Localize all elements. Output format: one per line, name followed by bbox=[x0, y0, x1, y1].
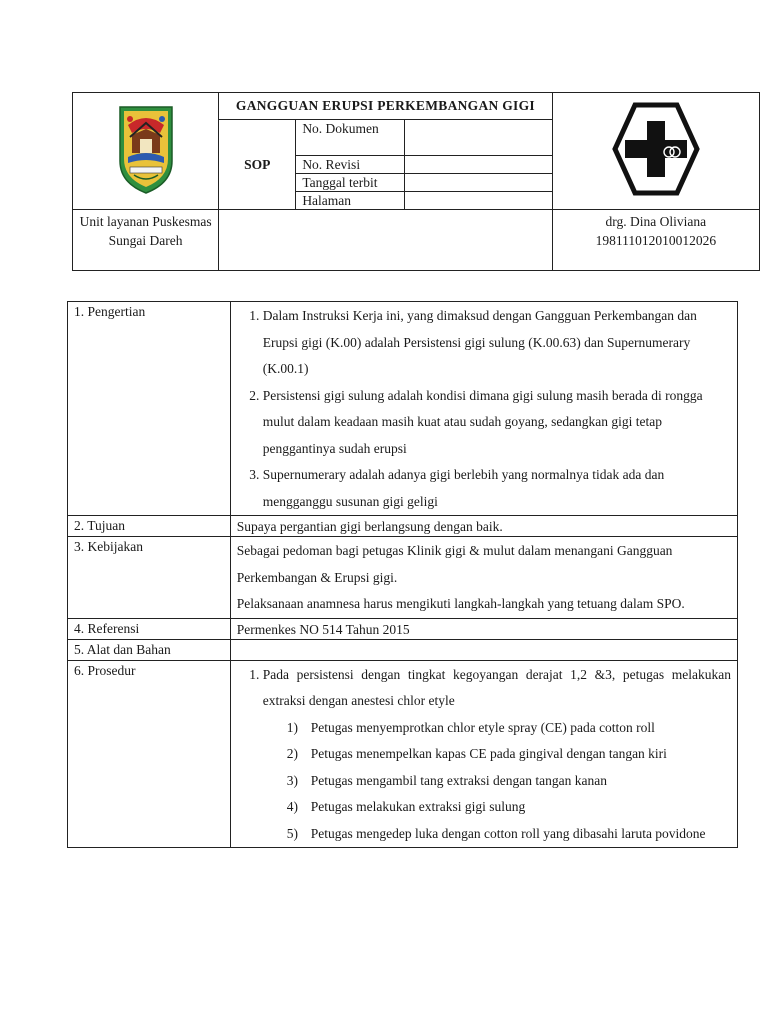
left-logo-cell bbox=[73, 93, 219, 210]
label-pengertian: 1. Pengertian bbox=[68, 302, 231, 516]
content-pengertian bbox=[230, 302, 737, 516]
field-label-no-dokumen: No. Dokumen bbox=[296, 120, 405, 156]
kebijakan-text-2: Pelaksanaan anamnesa harus mengikuti langkah-langkah yang tetuang dalam SPO. bbox=[236, 596, 685, 611]
label-prosedur: 6. Prosedur bbox=[68, 660, 231, 848]
list-item: 1. Dalam Instruksi Kerja ini, yang dimaksud dengan Gangguan Perkembangan dan Erupsi gigi (K.00) adalah Persistensi gigi sulung (K.00.63) dan Supernumerary (K.00.1) bbox=[263, 303, 731, 383]
field-value-no-revisi bbox=[405, 156, 552, 174]
list-item: 1) Petugas menyemprotkan chlor etyle spray (CE) pada cotton roll bbox=[286, 719, 655, 735]
footer-blank bbox=[219, 210, 552, 271]
list-item: 3) Petugas mengambil tang extraksi dengan tangan kanan bbox=[286, 772, 607, 788]
list-item: 3. Supernumerary adalah adanya gigi berlebih yang normalnya tidak ada dan mengganggu susunan gigi geligi bbox=[263, 462, 731, 515]
sop-label: SOP bbox=[219, 120, 296, 210]
field-value-no-dokumen bbox=[405, 120, 552, 156]
field-label-halaman: Halaman bbox=[296, 192, 405, 210]
content-tujuan bbox=[230, 516, 737, 537]
list-item bbox=[263, 662, 731, 848]
row-prosedur bbox=[68, 660, 738, 848]
field-value-halaman bbox=[405, 192, 552, 210]
referensi-text: Permenkes NO 514 Tahun 2015 bbox=[236, 621, 410, 637]
tujuan-text: Supaya pergantian gigi berlangsung dengan baik. bbox=[236, 519, 503, 534]
row-referensi bbox=[68, 618, 738, 639]
prosedur-item-1: Pada persistensi dengan tingkat kegoyangan derajat 1,2 &3, petugas melakukan extraksi dengan anestesi chlor etyle bbox=[262, 666, 731, 708]
content-alat-bahan bbox=[230, 639, 737, 660]
label-kebijakan: 3. Kebijakan bbox=[68, 537, 231, 619]
label-alat-bahan: 5. Alat dan Bahan bbox=[68, 639, 231, 660]
list-item: 2) Petugas menempelkan kapas CE pada gingival dengan tangan kiri bbox=[286, 746, 667, 761]
content-referensi bbox=[230, 618, 737, 639]
field-label-no-revisi: No. Revisi bbox=[296, 156, 405, 174]
list-item: 4) Petugas melakukan extraksi gigi sulung bbox=[286, 799, 526, 814]
regency-emblem-icon bbox=[116, 103, 176, 195]
row-pengertian bbox=[68, 302, 738, 516]
field-value-tanggal-terbit bbox=[405, 174, 552, 192]
content-prosedur bbox=[230, 660, 737, 848]
row-kebijakan bbox=[68, 537, 738, 619]
unit-layanan: Unit layanan Puskesmas Sungai Dareh bbox=[73, 210, 219, 271]
list-item: 2. Persistensi gigi sulung adalah kondisi dimana gigi sulung masih berada di rongga mulut dalam keadaan masih kuat atau sudah goyang, sedangkan gigi tetap penggantinya sudah erupsi bbox=[263, 383, 731, 463]
field-label-tanggal-terbit: Tanggal terbit bbox=[296, 174, 405, 192]
header-table bbox=[72, 92, 760, 271]
row-alat-bahan bbox=[68, 639, 738, 660]
list-item: 5) Petugas mengedep luka dengan cotton roll yang dibasahi laruta povidone bbox=[286, 825, 706, 841]
label-referensi: 4. Referensi bbox=[68, 618, 231, 639]
row-tujuan bbox=[68, 516, 738, 537]
signer-nip: 198111012010012026 bbox=[595, 233, 717, 248]
puskesmas-cross-icon bbox=[611, 101, 701, 197]
content-kebijakan bbox=[230, 537, 737, 619]
signer-block bbox=[552, 210, 759, 271]
right-logo-cell bbox=[552, 93, 759, 210]
prosedur-steps bbox=[263, 715, 731, 848]
sop-content-table bbox=[67, 301, 738, 848]
kebijakan-text-1: Sebagai pedoman bagi petugas Klinik gigi & mulut dalam menangani Gangguan Perkembangan & Erupsi gigi. bbox=[236, 543, 673, 585]
label-tujuan: 2. Tujuan bbox=[68, 516, 231, 537]
document-title: GANGGUAN ERUPSI PERKEMBANGAN GIGI bbox=[219, 93, 552, 120]
signer-name: drg. Dina Oliviana bbox=[605, 214, 707, 229]
